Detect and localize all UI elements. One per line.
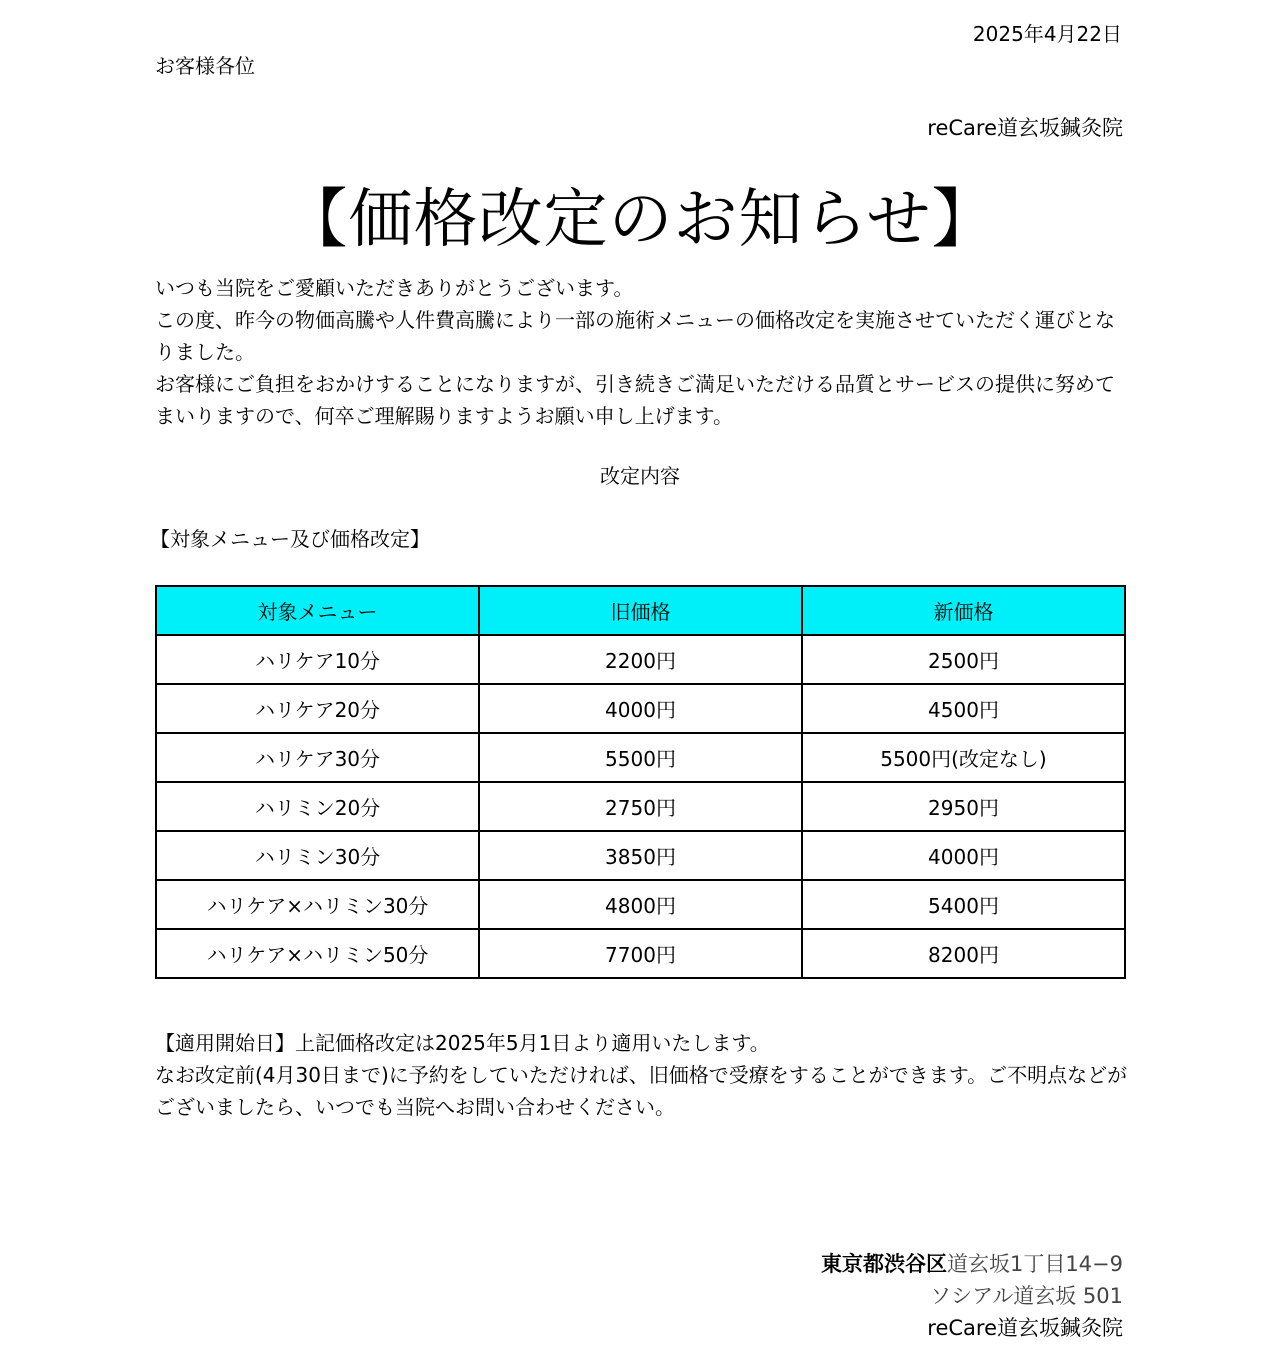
table-row (156, 782, 1125, 831)
effective-date-paragraph: 【適用開始日】上記価格改定は2025年5月1日より適用いたします。 (155, 1031, 770, 1055)
header-new-price: 新価格 (802, 586, 1125, 635)
address-city: 東京都渋谷区 (820, 1252, 947, 1276)
table-title: 【対象メニュー及び価格改定】 (150, 527, 430, 551)
table-row (156, 880, 1125, 929)
price-table (155, 585, 1126, 979)
recipient-line: お客様各位 (155, 54, 255, 78)
new-price-cell: 5400円 (802, 880, 1125, 929)
menu-cell: ハリミン30分 (156, 831, 479, 880)
intro-paragraph-1: いつも当院をご愛顧いただきありがとうございます。 (155, 276, 634, 300)
old-price-cell: 7700円 (479, 929, 802, 978)
page-title: 【価格改定のお知らせ】 (283, 183, 997, 257)
intro-paragraph-3: お客様にご負担をおかけすることになりますが、引き続きご満足いただける品質とサービスの提供に努めてまいりますので、何卒ご理解賜りますようお願い申し上げます。 (155, 372, 1115, 428)
sender-name: reCare道玄坂鍼灸院 (927, 116, 1123, 140)
menu-cell: ハリミン20分 (156, 782, 479, 831)
clinic-address (821, 1248, 1123, 1344)
document-date: 2025年4月22日 (972, 22, 1122, 46)
address-line-2: ソシアル道玄坂 501 (930, 1284, 1123, 1308)
new-price-cell: 8200円 (802, 929, 1125, 978)
new-price-cell: 2950円 (802, 782, 1125, 831)
old-price-cell: 4000円 (479, 684, 802, 733)
menu-cell: ハリケア10分 (156, 635, 479, 684)
section-heading: 改定内容 (600, 464, 680, 488)
old-price-cell: 5500円 (479, 733, 802, 782)
address-line-1 (821, 1248, 1123, 1280)
footer-text (155, 1027, 1130, 1123)
old-price-cell: 2750円 (479, 782, 802, 831)
table-row (156, 831, 1125, 880)
header-menu: 対象メニュー (156, 586, 479, 635)
new-price-cell: 4000円 (802, 831, 1125, 880)
intro-paragraph-2: この度、昨今の物価高騰や人件費高騰により一部の施術メニューの価格改定を実施させていただく運びとなりました。 (155, 308, 1115, 364)
new-price-cell: 5500円(改定なし) (802, 733, 1125, 782)
address-street: 道玄坂1丁目14−9 (946, 1252, 1123, 1276)
old-price-cell: 3850円 (479, 831, 802, 880)
table-header-row (156, 586, 1125, 635)
new-price-cell: 2500円 (802, 635, 1125, 684)
header-old-price: 旧価格 (479, 586, 802, 635)
intro-text (155, 272, 1130, 432)
table-row (156, 929, 1125, 978)
menu-cell: ハリケア×ハリミン30分 (156, 880, 479, 929)
table-row (156, 684, 1125, 733)
notice-paragraph: なお改定前(4月30日まで)に予約をしていただければ、旧価格で受療をすることができます。ご不明点などがございましたら、いつでも当院へお問い合わせください。 (155, 1063, 1128, 1119)
clinic-name: reCare道玄坂鍼灸院 (927, 1316, 1123, 1340)
new-price-cell: 4500円 (802, 684, 1125, 733)
menu-cell: ハリケア×ハリミン50分 (156, 929, 479, 978)
menu-cell: ハリケア30分 (156, 733, 479, 782)
table-row (156, 635, 1125, 684)
table-row (156, 733, 1125, 782)
menu-cell: ハリケア20分 (156, 684, 479, 733)
old-price-cell: 4800円 (479, 880, 802, 929)
old-price-cell: 2200円 (479, 635, 802, 684)
